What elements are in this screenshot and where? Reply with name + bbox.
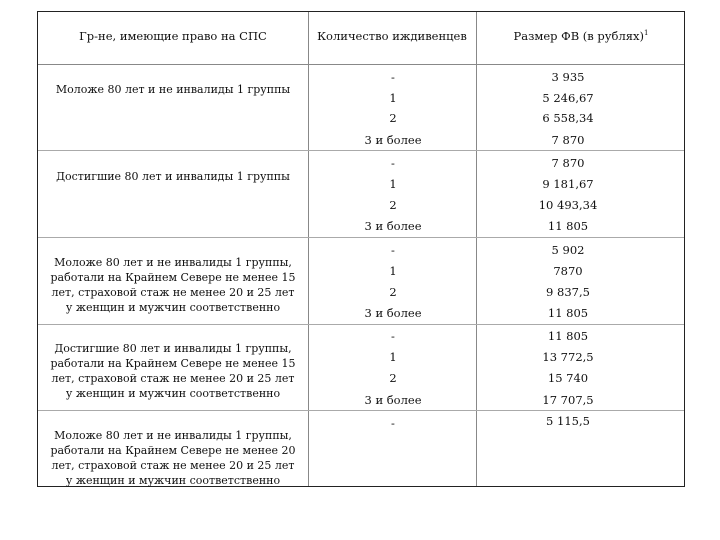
group-divider [38,237,684,238]
header-dependents: Количество иждивенцев [317,29,467,43]
group-label: Достигшие 80 лет и инвалиды 1 группы, работали на Крайнем Севере не менее 15 лет, страховой стаж не менее 20 и 25 лет у женщин и мужчин соответственно [50,342,296,400]
dependents-cell: 2 [389,111,397,125]
dependents-cell: 2 [389,371,397,385]
group-divider [38,150,684,151]
column-divider [308,12,309,486]
amount-cell: 5 115,5 [546,414,590,428]
amount-cell: 5 902 [551,243,585,257]
dependents-cell: - [391,329,395,343]
amount-cell: 11 805 [547,306,589,320]
dependents-cell: - [391,156,395,170]
amount-cell: 11 805 [547,219,589,233]
amount-cell: 11 805 [547,329,589,343]
dependents-cell: 3 и более [364,133,422,147]
header-recipients: Гр-не, имеющие право на СПС [79,29,267,43]
header-divider [38,64,684,65]
amount-cell: 10 493,34 [538,198,598,212]
amount-cell: 7 870 [551,133,585,147]
dependents-cell: - [391,243,395,257]
amount-cell: 13 772,5 [542,350,594,364]
group-label: Моложе 80 лет и не инвалиды 1 группы, работали на Крайнем Севере не менее 15 лет, страховой стаж не менее 20 и 25 лет у женщин и мужчин соответственно [50,256,296,314]
dependents-cell: - [391,70,395,84]
dependents-cell: 2 [389,198,397,212]
dependents-cell: 1 [389,350,397,364]
group-label: Моложе 80 лет и не инвалиды 1 группы, работали на Крайнем Севере не менее 20 лет, страховой стаж не менее 20 и 25 лет у женщин и мужчин соответственно [50,429,296,487]
dependents-cell: 1 [389,177,397,191]
group-label: Моложе 80 лет и не инвалиды 1 группы [55,83,291,96]
amount-cell: 17 707,5 [542,393,594,407]
amount-cell: 15 740 [547,371,589,385]
amount-cell: 7 870 [551,156,585,170]
dependents-cell: - [391,416,395,430]
group-divider [38,324,684,325]
dependents-cell: 3 и более [364,393,422,407]
group-label: Достигшие 80 лет и инвалиды 1 группы [56,170,290,183]
pension-table [37,11,685,487]
dependents-cell: 1 [389,91,397,105]
dependents-cell: 3 и более [364,219,422,233]
column-divider [476,12,477,486]
amount-cell: 7870 [553,264,583,278]
amount-cell: 9 837,5 [546,285,590,299]
amount-cell: 6 558,34 [542,111,594,125]
amount-cell: 9 181,67 [542,177,594,191]
amount-cell: 5 246,67 [542,91,594,105]
header-amount: Размер ФВ (в рублях)$^1$ [513,29,649,43]
dependents-cell: 2 [389,285,397,299]
dependents-cell: 3 и более [364,306,422,320]
group-divider [38,410,684,411]
amount-cell: 3 935 [551,70,585,84]
dependents-cell: 1 [389,264,397,278]
